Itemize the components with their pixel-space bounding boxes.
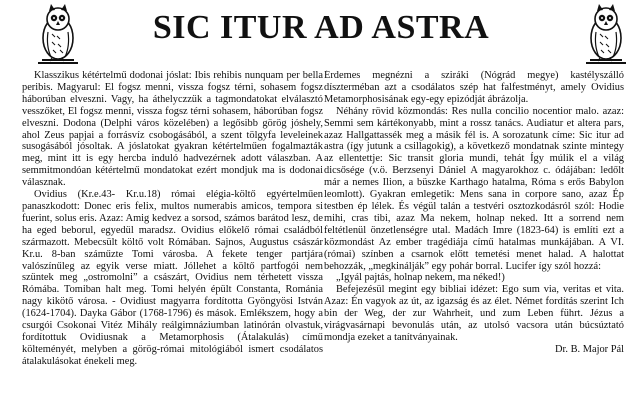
page-title: SIC ITUR AD ASTRA [152, 9, 490, 46]
author-signature: Dr. B. Major Pál [555, 343, 624, 355]
left-column [22, 70, 323, 405]
paragraph: Befejezésül megint egy bibliai idézet: Ego sum via, veritas et vita. Azaz: Én vagyok az út, az igazság és az élet. Német fordítás szerint Ich bin der Weg, der zur Wahrheit, und zum Leben führt. Jézus a virágvasárnapi bevonulás után, az utolsó vacsora után búcsúztató mondja ezeket a tanítványainak. [324, 284, 624, 343]
paragraph: Érdemes megnézni a sziráki (Nógrád megye) kastélyszálló díszterméban azt a csodálatos szép hat falfestményt, amely Ovidius Metamorphosisának egy-egy epizódját ábrázolja. [324, 70, 624, 105]
paragraph: Klasszikus kétértelmű dodonai jóslat: Ibis rehibis nunquam per bella peribis. Magyarul: El fogsz menni, vissza fogsz térni, sohasem fogsz háborúban elveszni. Vagy, ha áthelyczzük a tagmondatokat elválasztó vesszőket, El fogsz menni, vissza fogsz térni sohasem, háborúban fogsz elveszni. Dodona (Delphi város közelében) a legősibb görög jóshely, ahol Zeus papjai a forrásvíz csobogásából, a szent tölgyfa leveleinek susogásából jósoltak. A jóslatokat gyakran kétértelműen fogalmazták meg, mint itt is egy hercba induló hadvezérnek adott válaszban. A semmitmondóan kétértelmű mondatokat ezért mondjuk ma is dodonai válasznak. [22, 70, 323, 189]
quote-line: „Igyál pajtás, holnap nekem, ma néked!) [336, 272, 505, 284]
paragraph: Ovidius (Kr.e.43- Kr.u.18) római elégia-költő egyértelműen panaszkodott: Donec eris felix, multos numerabis amicos, tempora si fuerint, solus eris. Azaz: Amig kedvez a sorsod, számos barátod lesz, de ha eged beborul, egyedül maradsz. Ovidius előkelő római családból származott. Mebecsült költő volt Rómában. Sajnos, Augustus császár Kr.u. 8-ban száműzte Tomi városba. A fekete tenger partjára valószínűleg az egyik verse miatt. Jóllehet a költő partfogói nem szüntek meg „ostromolni” a császárt, Ovidius nem térhetett vissza Rómába. Tomiban halt meg. Tomi helyén épült Constanta, Románia nagy kikötő városa. - Ovidiust magyarra fordította Gyöngyösi István (1624-1704). Dayka Gábor (1768-1796) és mások. Emlékszem, hogy a csurgói Csokonai Vitéz Mihály reálgimnáziumban latinórán olvastuk, fordítottuk Ovidiusnak a Metamorphosis (Átalakulás) című költeményét, melyben a görög-római mitológiából ismert csodálatos átalakulásokat énekeli meg. [22, 189, 323, 367]
right-column [324, 70, 624, 405]
paragraph: Néhány rövid közmondás: Res nulla concilio nocentior malo. azaz: Semmi sem kártékonyabb, mint a rossz tanács. Audiatur et altera pars, azaz Hallgattassék meg a másik fél is. A sorozatunk címe: Sic itur ad astra (így jutunk a csillagokig), a következő mondatnak szinte mintegy az ellentettje: Sic transit gloria mundi, tehát Így múlik el a világ dicsősége (v.ö. Berzsenyi Dániel A magyarokhoz c. ódájában: ledőlt már a nemes Ilion, a büszke Karthago hatalma, Róma s erős Babylon leomlott). Gyakran emlegetik: Mens sana in corpore sano, azaz Ép testben ép lélek. És végül talán a testvéri osztozkodásról szól: Hodie mihi, cras tibi, azaz Ma nekem, holnap neked. Itt a sorrend nem feltétlenül önzetlenségre utal. Madách Imre (1823-64) is említi ezt a közmondást Az ember tragédiája című hatalmas munkájában. A VI. (római) színben a csarnok előtt temetési menet halad. A halottat behozzák, „megkinálják” egy pohár borral. Lucifer így szól hozzá: [324, 105, 624, 272]
